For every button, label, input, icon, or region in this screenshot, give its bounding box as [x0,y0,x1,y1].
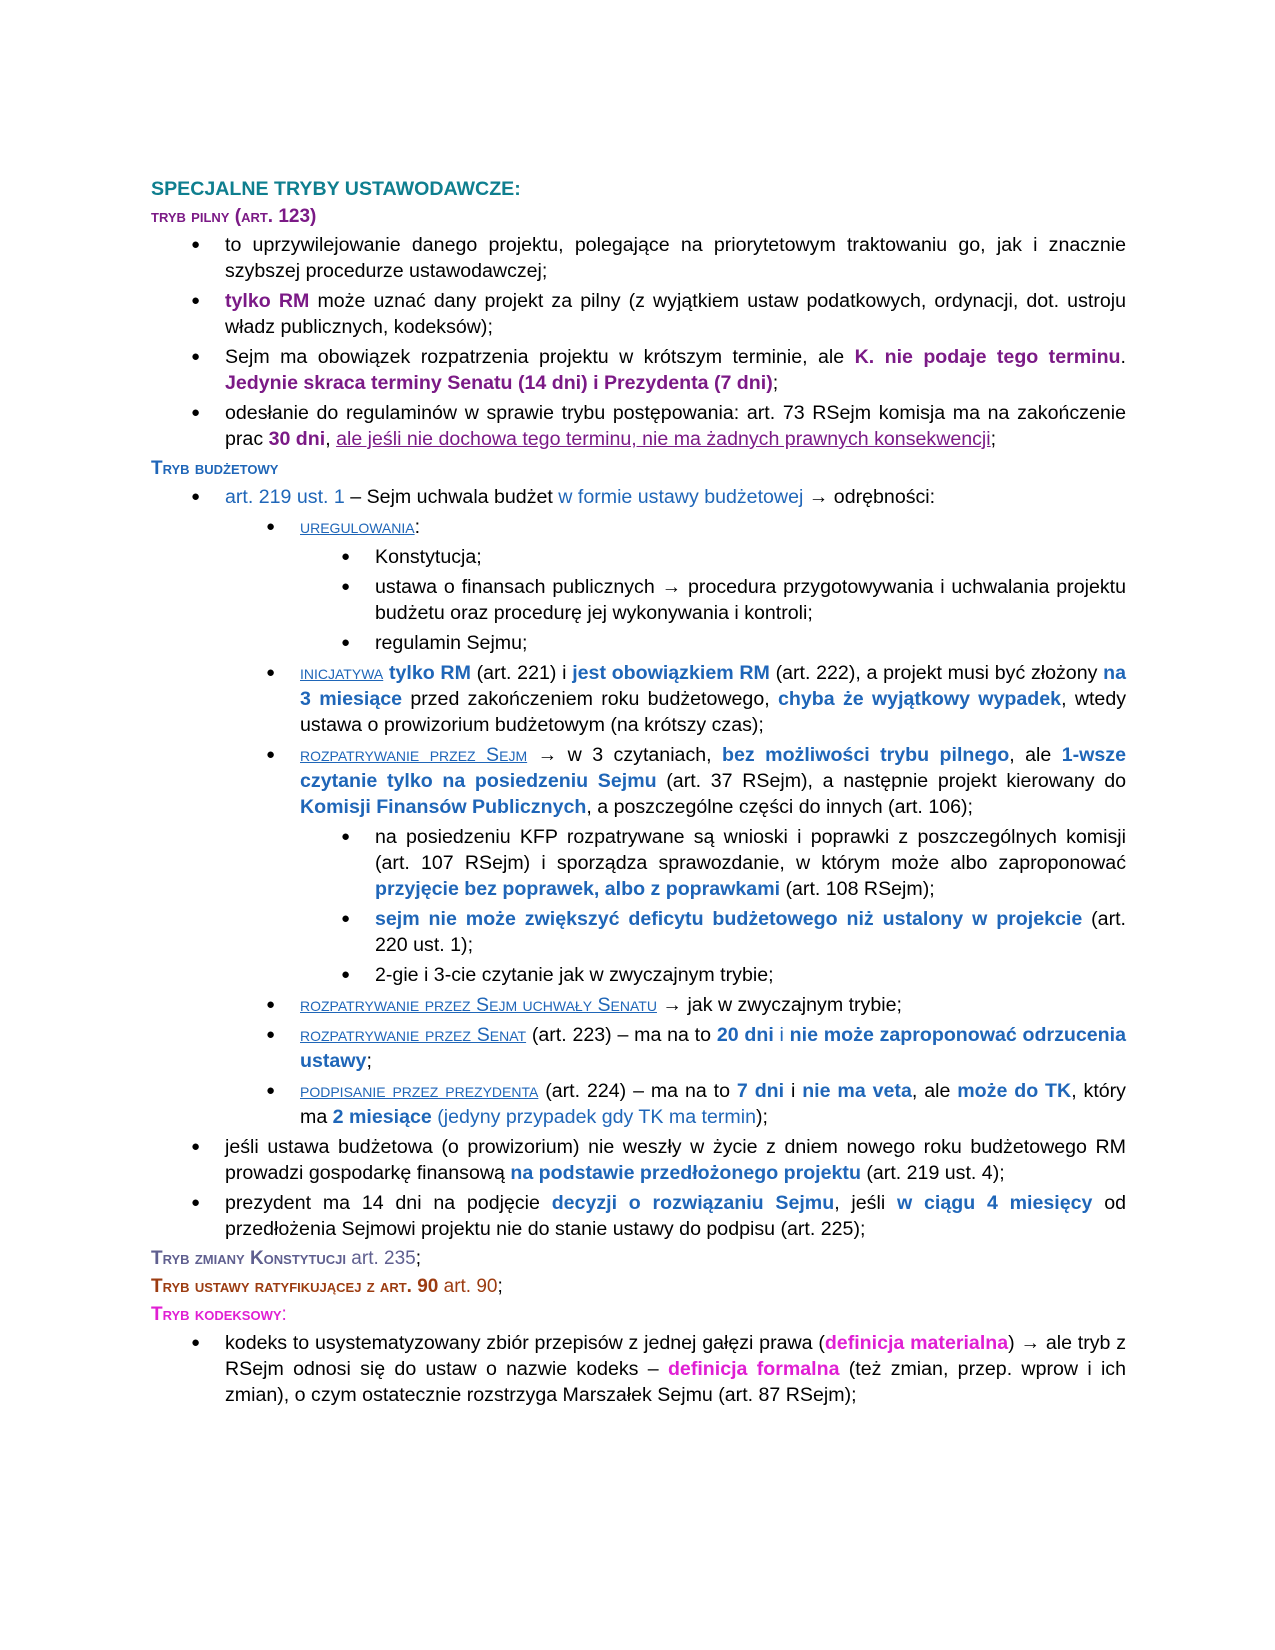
tryb-budzetowy-list [151,484,1126,510]
list-item: ● jeśli ustawa budżetowa (o prowizorium) nie weszły w życie z dniem nowego roku budżetowego RM prowadzi gospodarkę finansową na podstawie przedłożonego projektu (art. 219 ust. 4); [225,1134,1126,1186]
rozpatrywanie-senat-link[interactable]: rozpatrywanie przez Senat [300,1024,527,1046]
list-item: ● podpisanie przez prezydenta (art. 224) – ma na to 7 dni i nie ma veta, ale może do TK, który ma 2 miesiące (jedyny przypadek gdy TK ma termin); [300,1078,1126,1130]
list-item: ● ustawa o finansach publicznych → procedura przygotowywania i uchwalania projektu budżetu oraz procedurę jej wykonywania i kontroli; [375,574,1126,626]
list-item: ● odesłanie do regulaminów w sprawie trybu postępowania: art. 73 RSejm komisja ma na zakończenie prac 30 dni, ale jeśli nie dochowa tego terminu, nie ma żadnych prawnych konsekwencji; [225,400,1126,452]
section-heading-tryb-pilny: tryb pilny (art. 123) [151,206,317,227]
odrebnosci-list-3 [151,992,1126,1130]
uregulowania-list [151,544,1126,656]
list-item: ● na posiedzeniu KFP rozpatrywane są wnioski i poprawki z poszczególnych komisji (art. 107 RSejm) i sporządza sprawozdanie, w którym może albo zaproponować przyjęcie bez poprawek, albo z poprawkami (art. 108 RSejm); [375,824,1126,902]
section-heading-tryb-kodeksowy: Tryb kodeksowy: [151,1304,287,1325]
list-item: ● rozpatrywanie przez Sejm → w 3 czytaniach, bez możliwości trybu pilnego, ale 1-wsze czytanie tylko na posiedzeniu Sejmu (art. 37 RSejm), a następnie projekt kierowany do Komisji Finansów Publicznych, a poszczególne części do innych (art. 106); [300,742,1126,820]
rozpatrywanie-uchwaly-senatu-link[interactable]: rozpatrywanie przez Sejm uchwały Senatu [300,994,657,1016]
list-item: ● art. 219 ust. 1 – Sejm uchwala budżet w formie ustawy budżetowej → odrębności: [225,484,1126,510]
list-item: ● tylko RM może uznać dany projekt za pilny (z wyjątkiem ustaw podatkowych, ordynacji, dot. ustroju władz publicznych, kodeksów); [225,288,1126,340]
odrebnosci-list-2 [151,660,1126,820]
rozpatrywanie-sejm-link[interactable]: rozpatrywanie przez Sejm [300,744,528,766]
rozpatrywanie-sejm-sublist [151,824,1126,988]
list-item: ● Sejm ma obowiązek rozpatrzenia projektu w krótszym terminie, ale K. nie podaje tego terminu. Jedynie skraca terminy Senatu (14 dni) i Prezydenta (7 dni); [225,344,1126,396]
tryb-budzetowy-list-2 [151,1134,1126,1242]
tryb-pilny-list [151,232,1126,452]
list-item: ● to uprzywilejowanie danego projektu, polegające na priorytetowym traktowaniu go, jak i znacznie szybszej procedurze ustawodawczej; [225,232,1126,284]
uregulowania-link[interactable]: uregulowania [300,516,415,538]
inicjatywa-link[interactable]: inicjatywa [300,662,384,684]
list-item: ● 2-gie i 3-cie czytanie jak w zwyczajnym trybie; [375,962,1126,988]
list-item: ● sejm nie może zwiększyć deficytu budżetowego niż ustalony w projekcie (art. 220 ust. 1); [375,906,1126,958]
list-item: ● prezydent ma 14 dni na podjęcie decyzji o rozwiązaniu Sejmu, jeśli w ciągu 4 miesięcy od przedłożenia Sejmowi projektu nie do stanie ustawy do podpisu (art. 225); [225,1190,1126,1242]
list-item: ● uregulowania: [300,514,1126,540]
section-heading-tryb-budzetowy: Tryb budżetowy [151,458,279,479]
section-heading-ustawa-ratyfikujaca: Tryb ustawy ratyfikującej z art. 90 art. 90; [151,1276,503,1297]
list-item: ● rozpatrywanie przez Senat (art. 223) – ma na to 20 dni i nie może zaproponować odrzucenia ustawy; [300,1022,1126,1074]
podpisanie-prezydent-link[interactable]: podpisanie przez prezydenta [300,1080,539,1102]
list-item: ● inicjatywa tylko RM (art. 221) i jest obowiązkiem RM (art. 222), a projekt musi być złożony na 3 miesiące przed zakończeniem roku budżetowego, chyba że wyjątkowy wypadek, wtedy ustawa o prowizorium budżetowym (na krótszy czas); [300,660,1126,738]
list-item: ● regulamin Sejmu; [375,630,1126,656]
odrebnosci-list [151,514,1126,540]
page-title: SPECJALNE TRYBY USTAWODAWCZE: [151,178,521,200]
list-item: ● rozpatrywanie przez Sejm uchwały Senatu → jak w zwyczajnym trybie; [300,992,1126,1018]
tryb-kodeksowy-list [151,1330,1126,1408]
list-item: ● Konstytucja; [375,544,1126,570]
section-heading-zmiana-konstytucji: Tryb zmiany Konstytucji art. 235; [151,1248,422,1269]
list-item: ● kodeks to usystematyzowany zbiór przepisów z jednej gałęzi prawa (definicja materialna) → ale tryb z RSejm odnosi się do ustaw o nazwie kodeks – definicja formalna (też zmian, przep. wprow i ich zmian), o czym ostatecznie rozstrzyga Marszałek Sejmu (art. 87 RSejm); [225,1330,1126,1408]
document-page [151,176,1126,1412]
